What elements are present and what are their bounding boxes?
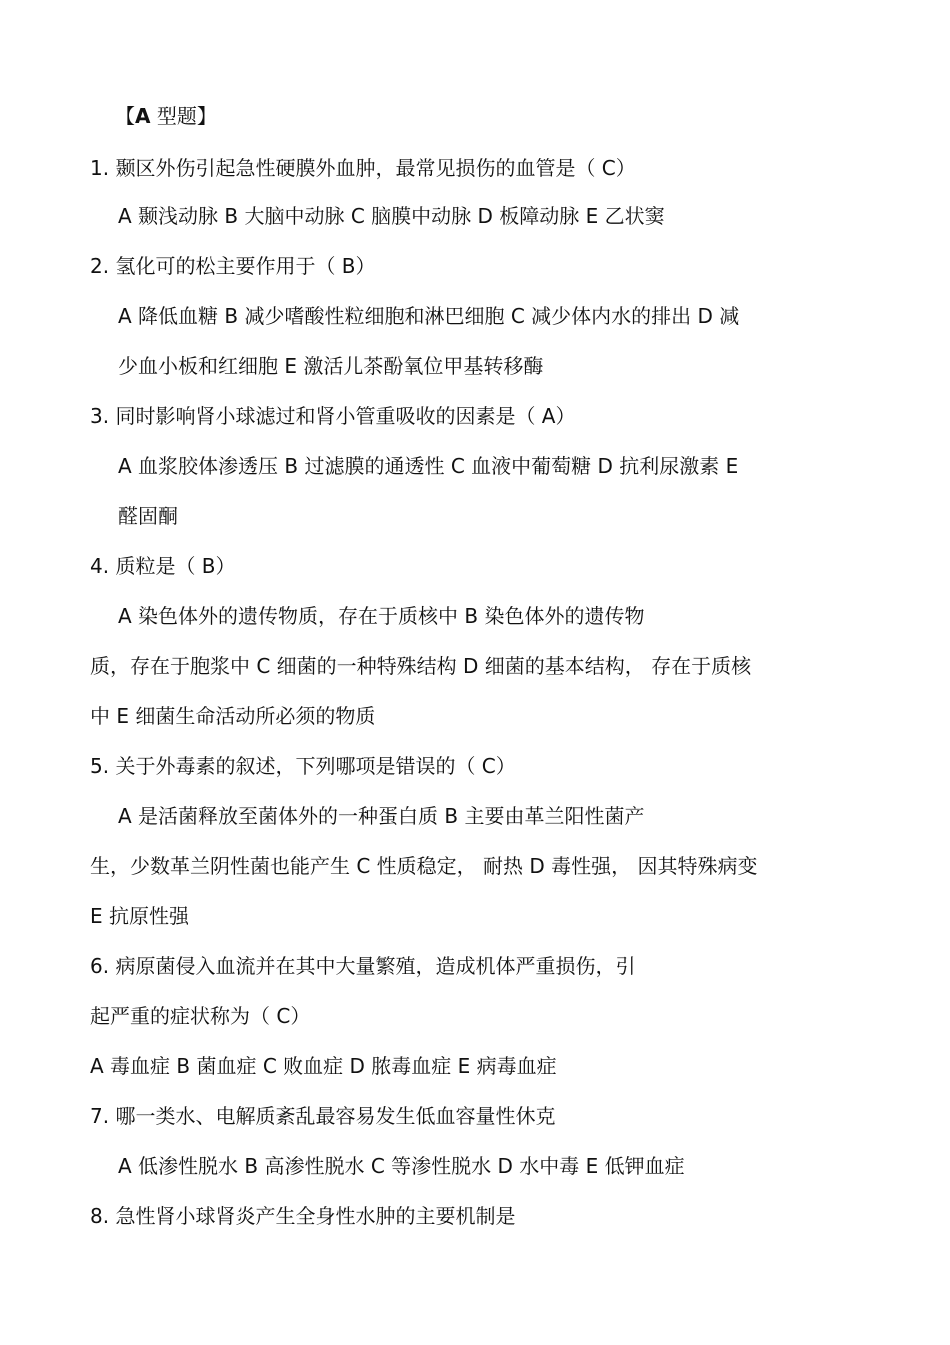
section-header-type: A bbox=[135, 104, 151, 128]
question-4-options: A 染色体外的遗传物质，存在于质核中 B 染色体外的遗传物 bbox=[118, 604, 645, 628]
section-header-rest: 型题】 bbox=[150, 104, 217, 128]
question-2-options-cont: 少血小板和红细胞 E 激活儿茶酚氧位甲基转移酶 bbox=[118, 354, 544, 378]
section-header-bracket: 【 bbox=[115, 104, 135, 128]
question-6: 6. 病原菌侵入血流并在其中大量繁殖，造成机体严重损伤，引 bbox=[90, 954, 636, 978]
question-2-options: A 降低血糖 B 减少嗜酸性粒细胞和淋巴细胞 C 减少体内水的排出 D 减 bbox=[118, 304, 740, 328]
question-5-options-cont: 生，少数革兰阴性菌也能产生 C 性质稳定， 耐热 D 毒性强， 因其特殊病变 bbox=[90, 854, 758, 878]
question-5: 5. 关于外毒素的叙述，下列哪项是错误的（ C） bbox=[90, 754, 516, 778]
question-7: 7. 哪一类水、电解质紊乱最容易发生低血容量性休克 bbox=[90, 1104, 556, 1128]
question-3-options-cont: 醛固酮 bbox=[118, 504, 178, 528]
question-2: 2. 氢化可的松主要作用于（ B） bbox=[90, 254, 376, 278]
question-8: 8. 急性肾小球肾炎产生全身性水肿的主要机制是 bbox=[90, 1204, 516, 1228]
question-1-options: A 颞浅动脉 B 大脑中动脉 C 脑膜中动脉 D 板障动脉 E 乙状窦 bbox=[118, 204, 665, 228]
question-3: 3. 同时影响肾小球滤过和肾小管重吸收的因素是（ A） bbox=[90, 404, 576, 428]
question-3-options: A 血浆胶体渗透压 B 过滤膜的通透性 C 血液中葡萄糖 D 抗利尿激素 E bbox=[118, 454, 739, 478]
question-6-options: A 毒血症 B 菌血症 C 败血症 D 脓毒血症 E 病毒血症 bbox=[90, 1054, 557, 1078]
question-4-options-cont-2: 中 E 细菌生命活动所必须的物质 bbox=[90, 704, 376, 728]
question-1: 1. 颞区外伤引起急性硬膜外血肿，最常见损伤的血管是（ C） bbox=[90, 156, 636, 180]
question-4: 4. 质粒是（ B） bbox=[90, 554, 236, 578]
question-5-options-cont-2: E 抗原性强 bbox=[90, 904, 189, 928]
section-header bbox=[115, 103, 217, 129]
question-4-options-cont: 质，存在于胞浆中 C 细菌的一种特殊结构 D 细菌的基本结构， 存在于质核 bbox=[90, 654, 752, 678]
question-5-options: A 是活菌释放至菌体外的一种蛋白质 B 主要由革兰阳性菌产 bbox=[118, 804, 645, 828]
question-7-options: A 低渗性脱水 B 高渗性脱水 C 等渗性脱水 D 水中毒 E 低钾血症 bbox=[118, 1154, 685, 1178]
question-6-cont: 起严重的症状称为（ C） bbox=[90, 1004, 311, 1028]
